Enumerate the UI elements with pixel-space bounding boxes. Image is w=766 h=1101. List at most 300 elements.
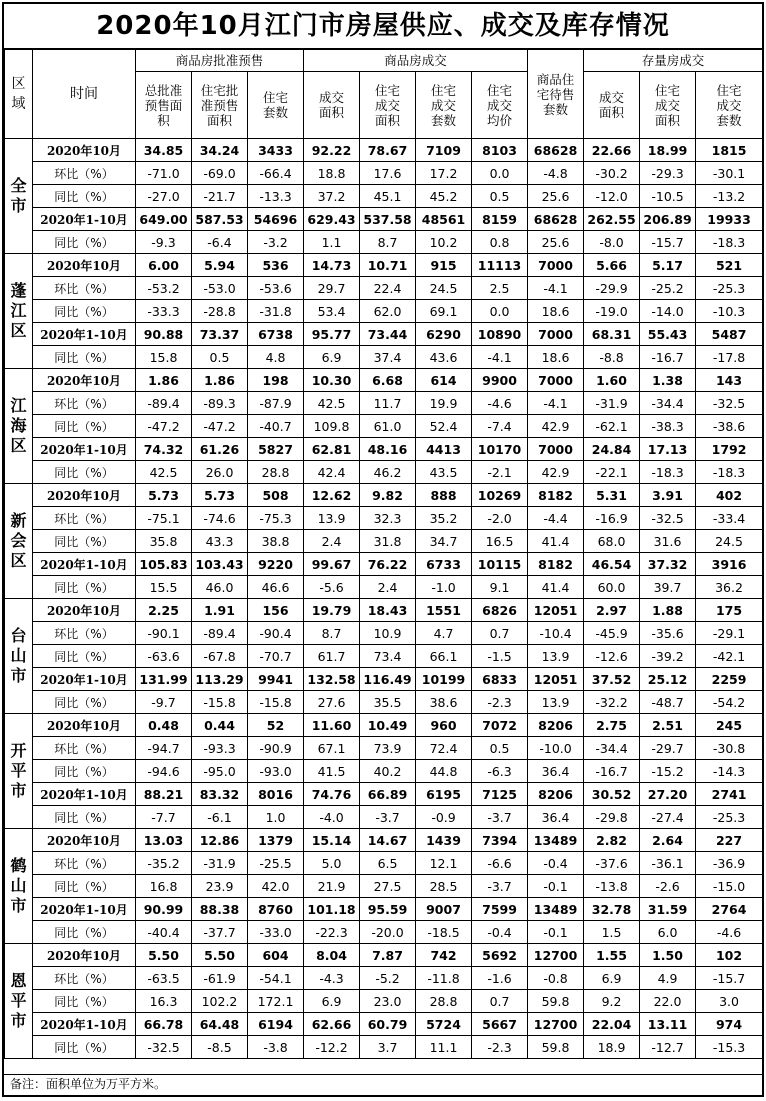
value-cell: 22.4 <box>360 277 416 300</box>
value-cell: 0.8 <box>472 231 528 254</box>
value-cell: 2.64 <box>640 829 696 852</box>
value-cell: -39.2 <box>640 645 696 668</box>
value-cell: -75.3 <box>248 507 304 530</box>
value-cell: 15.14 <box>304 829 360 852</box>
value-cell: -3.7 <box>472 875 528 898</box>
value-cell: -69.0 <box>192 162 248 185</box>
value-cell: 156 <box>248 599 304 622</box>
value-cell: 7072 <box>472 714 528 737</box>
value-cell: -94.6 <box>136 760 192 783</box>
value-cell: 175 <box>696 599 763 622</box>
value-cell: -15.8 <box>248 691 304 714</box>
value-cell: -6.6 <box>472 852 528 875</box>
value-cell: 2.82 <box>584 829 640 852</box>
value-cell: 3433 <box>248 139 304 162</box>
value-cell: -19.0 <box>584 300 640 323</box>
value-cell: 66.89 <box>360 783 416 806</box>
period-cell: 同比（%） <box>33 461 136 484</box>
value-cell: 1379 <box>248 829 304 852</box>
header-group-presale: 商品房批准预售 <box>136 50 304 72</box>
value-cell: -25.3 <box>696 806 763 829</box>
header-col: 住宅批准预售面积 <box>192 72 248 139</box>
value-cell: 7109 <box>416 139 472 162</box>
value-cell: -2.0 <box>472 507 528 530</box>
period-cell: 2020年1-10月 <box>33 553 136 576</box>
value-cell: 46.6 <box>248 576 304 599</box>
value-cell: -18.3 <box>696 461 763 484</box>
value-cell: -87.9 <box>248 392 304 415</box>
value-cell: 41.4 <box>528 530 584 553</box>
value-cell: 2.75 <box>584 714 640 737</box>
table-row <box>5 829 763 852</box>
period-cell: 环比（%） <box>33 737 136 760</box>
value-cell: 18.8 <box>304 162 360 185</box>
value-cell: 22.04 <box>584 1013 640 1036</box>
value-cell: 95.77 <box>304 323 360 346</box>
value-cell: -11.8 <box>416 967 472 990</box>
value-cell: -18.5 <box>416 921 472 944</box>
value-cell: 3.7 <box>360 1036 416 1059</box>
value-cell: 536 <box>248 254 304 277</box>
value-cell: -0.4 <box>528 852 584 875</box>
table-row <box>5 530 763 553</box>
value-cell: 60.79 <box>360 1013 416 1036</box>
value-cell: -21.7 <box>192 185 248 208</box>
table-row <box>5 783 763 806</box>
value-cell: -40.7 <box>248 415 304 438</box>
value-cell: 7000 <box>528 254 584 277</box>
value-cell: 18.6 <box>528 300 584 323</box>
value-cell: 74.32 <box>136 438 192 461</box>
value-cell: 37.2 <box>304 185 360 208</box>
region-name-cell: 江海区 <box>5 369 33 484</box>
value-cell: 7599 <box>472 898 528 921</box>
value-cell: 649.00 <box>136 208 192 231</box>
value-cell: 24.5 <box>696 530 763 553</box>
value-cell: 2.4 <box>360 576 416 599</box>
period-cell: 2020年1-10月 <box>33 208 136 231</box>
table-row <box>5 369 763 392</box>
value-cell: 8182 <box>528 553 584 576</box>
value-cell: -25.3 <box>696 277 763 300</box>
value-cell: 28.8 <box>248 461 304 484</box>
table-row <box>5 484 763 507</box>
value-cell: 5.50 <box>136 944 192 967</box>
value-cell: 42.0 <box>248 875 304 898</box>
value-cell: 521 <box>696 254 763 277</box>
period-cell: 环比（%） <box>33 852 136 875</box>
value-cell: -5.6 <box>304 576 360 599</box>
value-cell: 974 <box>696 1013 763 1036</box>
value-cell: 8.7 <box>360 231 416 254</box>
table-row <box>5 346 763 369</box>
value-cell: -1.0 <box>416 576 472 599</box>
value-cell: 43.5 <box>416 461 472 484</box>
table-row <box>5 300 763 323</box>
value-cell: -37.6 <box>584 852 640 875</box>
value-cell: 7125 <box>472 783 528 806</box>
value-cell: 227 <box>696 829 763 852</box>
period-cell: 2020年10月 <box>33 484 136 507</box>
table-row <box>5 139 763 162</box>
value-cell: 206.89 <box>640 208 696 231</box>
table-row <box>5 668 763 691</box>
table-row <box>5 277 763 300</box>
value-cell: 13.03 <box>136 829 192 852</box>
value-cell: 1.0 <box>248 806 304 829</box>
value-cell: 2.51 <box>640 714 696 737</box>
value-cell: -53.0 <box>192 277 248 300</box>
value-cell: 15.5 <box>136 576 192 599</box>
value-cell: 13489 <box>528 898 584 921</box>
value-cell: -14.3 <box>696 760 763 783</box>
value-cell: -33.0 <box>248 921 304 944</box>
value-cell: 6826 <box>472 599 528 622</box>
value-cell: -74.6 <box>192 507 248 530</box>
value-cell: -6.1 <box>192 806 248 829</box>
value-cell: 62.66 <box>304 1013 360 1036</box>
value-cell: -2.3 <box>472 1036 528 1059</box>
value-cell: -7.7 <box>136 806 192 829</box>
period-cell: 同比（%） <box>33 1036 136 1059</box>
value-cell: 7394 <box>472 829 528 852</box>
value-cell: 1.55 <box>584 944 640 967</box>
value-cell: -18.3 <box>640 461 696 484</box>
value-cell: 46.2 <box>360 461 416 484</box>
value-cell: 614 <box>416 369 472 392</box>
value-cell: -8.5 <box>192 1036 248 1059</box>
value-cell: 54696 <box>248 208 304 231</box>
value-cell: 629.43 <box>304 208 360 231</box>
value-cell: -45.9 <box>584 622 640 645</box>
region-name-cell: 开平市 <box>5 714 33 829</box>
value-cell: -15.2 <box>640 760 696 783</box>
value-cell: 36.4 <box>528 760 584 783</box>
value-cell: 10170 <box>472 438 528 461</box>
period-cell: 同比（%） <box>33 415 136 438</box>
value-cell: 14.73 <box>304 254 360 277</box>
value-cell: 12.1 <box>416 852 472 875</box>
value-cell: 95.59 <box>360 898 416 921</box>
value-cell: 5487 <box>696 323 763 346</box>
value-cell: 36.4 <box>528 806 584 829</box>
value-cell: -29.7 <box>640 737 696 760</box>
value-cell: -9.3 <box>136 231 192 254</box>
value-cell: 76.22 <box>360 553 416 576</box>
value-cell: 25.6 <box>528 231 584 254</box>
value-cell: 62.81 <box>304 438 360 461</box>
period-cell: 同比（%） <box>33 576 136 599</box>
region-name-cell: 恩平市 <box>5 944 33 1059</box>
value-cell: -36.1 <box>640 852 696 875</box>
value-cell: 59.8 <box>528 990 584 1013</box>
value-cell: 31.59 <box>640 898 696 921</box>
value-cell: 28.8 <box>416 990 472 1013</box>
region-name-cell: 新会区 <box>5 484 33 599</box>
value-cell: 22.66 <box>584 139 640 162</box>
value-cell: 40.2 <box>360 760 416 783</box>
value-cell: -15.8 <box>192 691 248 714</box>
value-cell: 19.79 <box>304 599 360 622</box>
value-cell: -12.6 <box>584 645 640 668</box>
value-cell: -32.5 <box>136 1036 192 1059</box>
value-cell: 73.4 <box>360 645 416 668</box>
value-cell: -89.4 <box>192 622 248 645</box>
housing-data-table <box>4 49 763 1059</box>
value-cell: 44.8 <box>416 760 472 783</box>
table-body <box>5 139 763 1059</box>
header-col: 住宅成交套数 <box>416 72 472 139</box>
page-title: 2020年10月江门市房屋供应、成交及库存情况 <box>4 4 762 49</box>
value-cell: 508 <box>248 484 304 507</box>
value-cell: 1.86 <box>192 369 248 392</box>
value-cell: -0.9 <box>416 806 472 829</box>
value-cell: 66.1 <box>416 645 472 668</box>
table-row <box>5 507 763 530</box>
value-cell: 46.54 <box>584 553 640 576</box>
period-cell: 同比（%） <box>33 760 136 783</box>
value-cell: 116.49 <box>360 668 416 691</box>
value-cell: 2.5 <box>472 277 528 300</box>
value-cell: 9.82 <box>360 484 416 507</box>
value-cell: -10.0 <box>528 737 584 760</box>
header-col: 成交面积 <box>304 72 360 139</box>
table-row <box>5 898 763 921</box>
value-cell: -93.3 <box>192 737 248 760</box>
value-cell: -75.1 <box>136 507 192 530</box>
value-cell: 60.0 <box>584 576 640 599</box>
table-row <box>5 714 763 737</box>
value-cell: 6.9 <box>304 990 360 1013</box>
value-cell: 42.9 <box>528 461 584 484</box>
value-cell: -29.9 <box>584 277 640 300</box>
value-cell: 17.2 <box>416 162 472 185</box>
value-cell: -4.8 <box>528 162 584 185</box>
value-cell: 12700 <box>528 1013 584 1036</box>
table-row <box>5 208 763 231</box>
value-cell: 960 <box>416 714 472 737</box>
value-cell: -66.4 <box>248 162 304 185</box>
value-cell: 34.85 <box>136 139 192 162</box>
value-cell: 13.11 <box>640 1013 696 1036</box>
value-cell: 73.9 <box>360 737 416 760</box>
value-cell: 10.2 <box>416 231 472 254</box>
value-cell: 102 <box>696 944 763 967</box>
header-col: 总批准预售面积 <box>136 72 192 139</box>
value-cell: -30.2 <box>584 162 640 185</box>
value-cell: 24.84 <box>584 438 640 461</box>
value-cell: -94.7 <box>136 737 192 760</box>
value-cell: -32.2 <box>584 691 640 714</box>
value-cell: 31.8 <box>360 530 416 553</box>
value-cell: 2.97 <box>584 599 640 622</box>
value-cell: -3.2 <box>248 231 304 254</box>
value-cell: 7000 <box>528 323 584 346</box>
value-cell: 102.2 <box>192 990 248 1013</box>
table-row <box>5 967 763 990</box>
value-cell: -12.0 <box>584 185 640 208</box>
header-time: 时间 <box>33 50 136 139</box>
table-row <box>5 990 763 1013</box>
value-cell: -42.1 <box>696 645 763 668</box>
value-cell: 8.7 <box>304 622 360 645</box>
table-row <box>5 645 763 668</box>
value-cell: 16.8 <box>136 875 192 898</box>
value-cell: 28.5 <box>416 875 472 898</box>
header-col: 住宅成交面积 <box>640 72 696 139</box>
value-cell: 17.6 <box>360 162 416 185</box>
period-cell: 同比（%） <box>33 990 136 1013</box>
value-cell: 262.55 <box>584 208 640 231</box>
value-cell: 27.6 <box>304 691 360 714</box>
value-cell: -15.3 <box>696 1036 763 1059</box>
value-cell: 55.43 <box>640 323 696 346</box>
period-cell: 同比（%） <box>33 185 136 208</box>
value-cell: -47.2 <box>136 415 192 438</box>
table-row <box>5 852 763 875</box>
value-cell: 0.5 <box>472 185 528 208</box>
period-cell: 2020年1-10月 <box>33 898 136 921</box>
value-cell: -13.2 <box>696 185 763 208</box>
value-cell: -38.6 <box>696 415 763 438</box>
value-cell: -90.9 <box>248 737 304 760</box>
value-cell: 61.26 <box>192 438 248 461</box>
value-cell: 13.9 <box>528 645 584 668</box>
value-cell: 7.87 <box>360 944 416 967</box>
value-cell: -95.0 <box>192 760 248 783</box>
value-cell: 18.9 <box>584 1036 640 1059</box>
value-cell: 35.8 <box>136 530 192 553</box>
table-row <box>5 806 763 829</box>
value-cell: 12051 <box>528 668 584 691</box>
value-cell: 48.16 <box>360 438 416 461</box>
period-cell: 同比（%） <box>33 645 136 668</box>
period-cell: 同比（%） <box>33 300 136 323</box>
value-cell: -63.5 <box>136 967 192 990</box>
value-cell: -90.4 <box>248 622 304 645</box>
value-cell: -29.3 <box>640 162 696 185</box>
region-name-cell: 全市 <box>5 139 33 254</box>
table-row <box>5 1036 763 1059</box>
value-cell: 32.78 <box>584 898 640 921</box>
value-cell: 23.0 <box>360 990 416 1013</box>
value-cell: -29.1 <box>696 622 763 645</box>
value-cell: 0.7 <box>472 622 528 645</box>
value-cell: -3.7 <box>360 806 416 829</box>
value-cell: 92.22 <box>304 139 360 162</box>
period-cell: 2020年10月 <box>33 369 136 392</box>
value-cell: 18.43 <box>360 599 416 622</box>
value-cell: 68628 <box>528 139 584 162</box>
period-cell: 同比（%） <box>33 691 136 714</box>
value-cell: 9007 <box>416 898 472 921</box>
value-cell: -16.9 <box>584 507 640 530</box>
value-cell: 11113 <box>472 254 528 277</box>
value-cell: 1.86 <box>136 369 192 392</box>
value-cell: 131.99 <box>136 668 192 691</box>
value-cell: 6.0 <box>640 921 696 944</box>
value-cell: -32.5 <box>696 392 763 415</box>
header-col: 住宅成交面积 <box>360 72 416 139</box>
table-row <box>5 576 763 599</box>
period-cell: 环比（%） <box>33 507 136 530</box>
value-cell: 5.66 <box>584 254 640 277</box>
value-cell: 9.1 <box>472 576 528 599</box>
period-cell: 环比（%） <box>33 277 136 300</box>
value-cell: 27.20 <box>640 783 696 806</box>
value-cell: 172.1 <box>248 990 304 1013</box>
value-cell: -35.2 <box>136 852 192 875</box>
table-row <box>5 553 763 576</box>
value-cell: 6.9 <box>584 967 640 990</box>
value-cell: 12051 <box>528 599 584 622</box>
table-row <box>5 438 763 461</box>
header-col: 住宅成交均价 <box>472 72 528 139</box>
header-col: 住宅套数 <box>248 72 304 139</box>
value-cell: 18.6 <box>528 346 584 369</box>
value-cell: 245 <box>696 714 763 737</box>
period-cell: 同比（%） <box>33 921 136 944</box>
value-cell: 7000 <box>528 438 584 461</box>
value-cell: 6290 <box>416 323 472 346</box>
value-cell: 10.30 <box>304 369 360 392</box>
value-cell: 41.4 <box>528 576 584 599</box>
value-cell: 42.5 <box>136 461 192 484</box>
table-row <box>5 185 763 208</box>
value-cell: 46.0 <box>192 576 248 599</box>
value-cell: 9220 <box>248 553 304 576</box>
value-cell: 742 <box>416 944 472 967</box>
value-cell: -25.5 <box>248 852 304 875</box>
value-cell: 915 <box>416 254 472 277</box>
value-cell: -90.1 <box>136 622 192 645</box>
period-cell: 2020年1-10月 <box>33 783 136 806</box>
value-cell: 6.5 <box>360 852 416 875</box>
value-cell: 11.60 <box>304 714 360 737</box>
value-cell: 6.68 <box>360 369 416 392</box>
value-cell: 35.5 <box>360 691 416 714</box>
value-cell: 72.4 <box>416 737 472 760</box>
value-cell: 15.8 <box>136 346 192 369</box>
value-cell: 31.6 <box>640 530 696 553</box>
value-cell: 52 <box>248 714 304 737</box>
value-cell: 6833 <box>472 668 528 691</box>
value-cell: 5.50 <box>192 944 248 967</box>
value-cell: -34.4 <box>584 737 640 760</box>
value-cell: -18.3 <box>696 231 763 254</box>
value-cell: 402 <box>696 484 763 507</box>
value-cell: 0.7 <box>472 990 528 1013</box>
value-cell: -54.2 <box>696 691 763 714</box>
value-cell: 14.67 <box>360 829 416 852</box>
value-cell: -33.4 <box>696 507 763 530</box>
value-cell: 24.5 <box>416 277 472 300</box>
value-cell: -38.3 <box>640 415 696 438</box>
value-cell: 9941 <box>248 668 304 691</box>
region-name-cell: 台山市 <box>5 599 33 714</box>
value-cell: 1551 <box>416 599 472 622</box>
table-row <box>5 323 763 346</box>
value-cell: -4.6 <box>472 392 528 415</box>
value-cell: 38.8 <box>248 530 304 553</box>
value-cell: 1.91 <box>192 599 248 622</box>
value-cell: 1.88 <box>640 599 696 622</box>
value-cell: 35.2 <box>416 507 472 530</box>
value-cell: -0.1 <box>528 921 584 944</box>
value-cell: -27.0 <box>136 185 192 208</box>
value-cell: 109.8 <box>304 415 360 438</box>
value-cell: -3.7 <box>472 806 528 829</box>
